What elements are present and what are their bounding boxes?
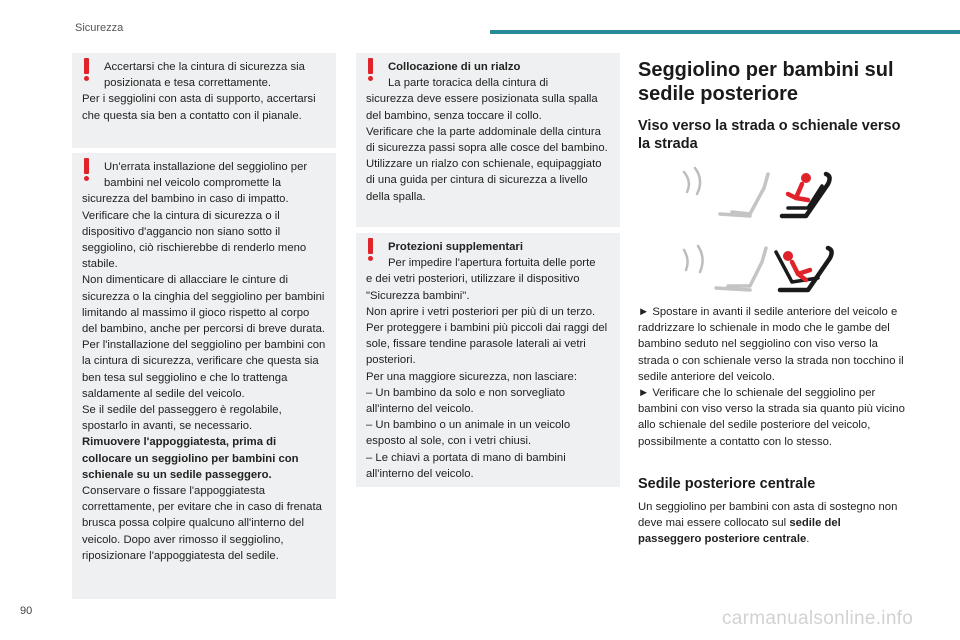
child-body-icon (788, 184, 808, 200)
warning-paragraph: e dei vetri posteriori, utilizzare il dispositivo "Sicurezza bambini". (366, 273, 580, 302)
section-title: Sicurezza (75, 22, 124, 34)
watermark-text: carmanualsonline.info (722, 608, 914, 629)
warning-paragraph: Non dimenticare di allacciare le cinture di sicurezza o la cinghia del seggiolino per bambini limitando al massimo il gioco rispetto al corpo del bambino, anche per percorsi di breve durata. (82, 274, 326, 336)
motion-line (684, 172, 689, 192)
warning-paragraph: Verificare che la cintura di sicurezza o il dispositivo d'aggancio non siano sotto il seggiolino, ciò rischierebbe di renderlo meno stabile. (82, 209, 307, 271)
child-head-icon (783, 251, 793, 261)
warning-box-installation (72, 153, 336, 599)
warning-paragraph: Per i seggiolini con asta di supporto, accertarsi che questa sia ben a contatto con il pianale. (82, 93, 316, 122)
warning-icon (84, 58, 89, 81)
header-accent-bar (490, 30, 960, 34)
warning-paragraph: Verificare che la parte addominale della cintura di sicurezza passi sopra alle cosce del bambino. (366, 125, 608, 155)
instruction-step: ► Spostare in avanti il sedile anteriore del veicolo e raddrizzare lo schienale in modo che le gambe del bambino seduto nel seggiolino con viso verso la strada o con schienale verso la strada non tocchino il sedile anteriore del veicolo. (638, 306, 904, 383)
warning-icon (368, 58, 373, 81)
warning-text-line: Accertarsi che la cintura di sicurezza sia (104, 61, 305, 73)
subheading-center-seat: Sedile posteriore centrale (638, 476, 816, 492)
warning-text-line: posizionata e tesa correttamente. (104, 77, 272, 90)
front-seat-icon (732, 174, 768, 214)
warning-title: Protezioni supplementari (388, 241, 523, 253)
warning-box-booster (356, 53, 620, 227)
rear-facing-seat-illustration (680, 238, 840, 294)
subheading-orientation: Viso verso la strada o schienale verso la strada (638, 118, 901, 152)
child-head-icon (801, 173, 811, 183)
warning-paragraph: Non aprire i vetri posteriori per più di un terzo. (366, 305, 596, 318)
warning-paragraph: Per proteggere i bambini più piccoli dai raggi del sole, fissare tendine parasole laterali ai vetri posteriori. (366, 322, 608, 367)
warning-text-line: Un'errata installazione del seggiolino per (104, 161, 308, 173)
warning-box-extra-protection (356, 233, 620, 487)
motion-line (695, 168, 700, 194)
front-seat-icon (716, 288, 750, 290)
warning-box-seatbelt (72, 53, 336, 148)
warning-paragraph: sicurezza deve essere posizionata sulla spalla del bambino, senza toccare il collo. (366, 93, 598, 122)
warning-paragraph: sicurezza del bambino in caso di impatto. (82, 193, 289, 206)
warning-text-line: bambini nel veicolo compromette la (104, 177, 282, 190)
instruction-steps (638, 304, 906, 450)
warning-list-item: – Un bambino o un animale in un veicolo esposto al sole, con i vetri chiusi. (366, 419, 571, 448)
instruction-step: ► Verificare che lo schienale del seggiolino per bambini con viso verso la strada sia quanto più vicino allo schienale del sedile posteriore del veicolo, possibilmente a contatto con lo stesso. (638, 387, 905, 448)
center-seat-paragraph: Un seggiolino per bambini con asta di sostegno non deve mai essere collocato sul sedile del passeggero posteriore centrale. (638, 501, 898, 546)
motion-line (684, 250, 688, 270)
warning-paragraph: Per l'installazione del seggiolino per bambini con la cintura di sicurezza, verificare che questa sia ben tesa sul seggiolino e che lo trattenga saldamente al sedile del veicolo. (82, 339, 326, 400)
warning-paragraph: Utilizzare un rialzo con schienale, equipaggiato di una guida per cintura di sicurezza a livello della spalla. (366, 158, 602, 203)
front-seat-icon (720, 214, 750, 216)
warning-text-line: La parte toracica della cintura di (388, 77, 549, 90)
warning-list-item: – Le chiavi a portata di mano di bambini all'interno del veicolo. (366, 451, 566, 480)
warning-list-item: – Un bambino da solo e non sorvegliato all'interno del veicolo. (366, 386, 566, 416)
warning-icon (84, 158, 89, 181)
forward-facing-seat-illustration (680, 166, 840, 222)
page-heading: Seggiolino per bambini sul sedile posteriore (638, 59, 894, 105)
motion-line (698, 246, 703, 272)
page-number: 90 (20, 605, 33, 617)
child-body-icon (792, 262, 810, 280)
warning-text-line: Per impedire l'apertura fortuita delle porte (388, 257, 596, 270)
warning-icon (368, 238, 373, 261)
front-seat-icon (728, 248, 766, 286)
warning-paragraph: Se il sedile del passeggero è regolabile, spostarlo in avanti, se necessario. (82, 404, 282, 433)
warning-paragraph-bold: Rimuovere l'appoggiatesta, prima di collocare un seggiolino per bambini con schienale su un sedile passeggero. (82, 436, 299, 481)
warning-paragraph: Per una maggiore sicurezza, non lasciare: (366, 370, 577, 383)
warning-paragraph: Conservare o fissare l'appoggiatesta correttamente, per evitare che in caso di frenata brusca possa colpire qualcuno all'interno del veicolo. Dopo aver rimosso il seggiolino, riposizionare l'appoggiatesta del sedile. (82, 485, 322, 562)
warning-title: Collocazione di un rialzo (388, 61, 521, 73)
